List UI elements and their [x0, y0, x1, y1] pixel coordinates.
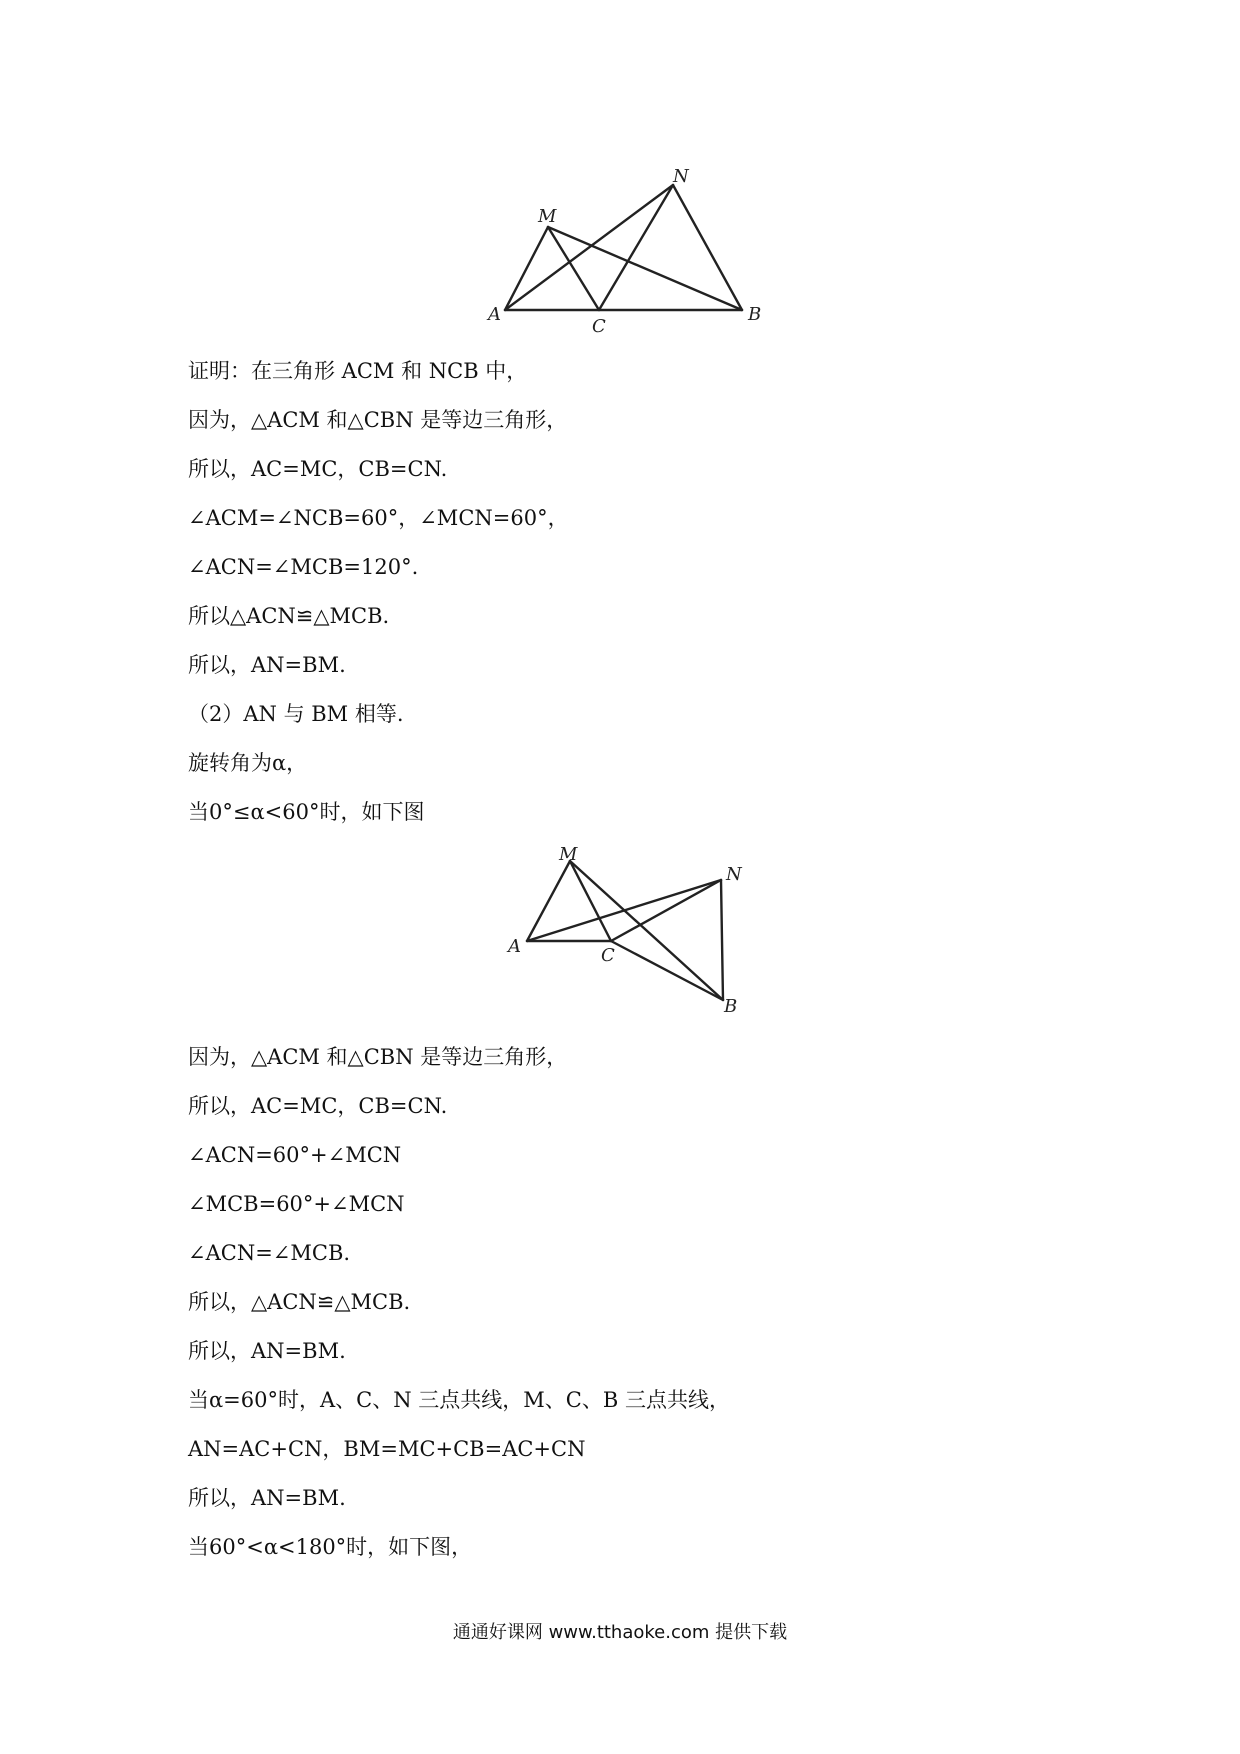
text-line: 因为，△ACM 和△CBN 是等边三角形， [188, 408, 568, 432]
text-line: ∠ACN=∠MCB=120°. [188, 555, 419, 579]
point-label-B: B [724, 996, 738, 1015]
text-line: 所以，△ACN≌△MCB. [188, 1290, 411, 1314]
point-label-N: N [726, 864, 742, 885]
text-line: 因为，△ACM 和△CBN 是等边三角形， [188, 1045, 568, 1069]
text-line: 当α=60°时，A、C、N 三点共线，M、C、B 三点共线， [188, 1388, 730, 1412]
segment-AM [505, 227, 548, 310]
text-line: 所以，AN=BM. [188, 1486, 346, 1510]
text-line: 所以，AC=MC，CB=CN. [188, 1094, 448, 1118]
point-label-B: B [748, 304, 762, 325]
segment-MC [548, 227, 599, 310]
segment-AN [505, 185, 673, 310]
text-line: 所以，AN=BM. [188, 653, 346, 677]
text-line: 当0°≤α<60°时，如下图 [188, 800, 425, 824]
text-line: 当60°<α<180°时，如下图， [188, 1535, 473, 1559]
text-line: ∠ACN=∠MCB. [188, 1241, 351, 1265]
text-line: （2）AN 与 BM 相等. [188, 702, 404, 726]
text-line: AN=AC+CN，BM=MC+CB=AC+CN [188, 1437, 586, 1461]
text-line: ∠MCB=60°+∠MCN [188, 1192, 405, 1216]
text-line: 所以△ACN≌△MCB. [188, 604, 390, 628]
text-line: 旋转角为α， [188, 751, 308, 775]
point-label-A: A [488, 304, 501, 325]
point-label-M: M [538, 206, 557, 227]
point-label-C: C [601, 945, 615, 966]
text-line: 证明：在三角形 ACM 和 NCB 中， [188, 359, 528, 383]
text-line: ∠ACN=60°+∠MCN [188, 1143, 402, 1167]
segment-NB [673, 185, 742, 310]
text-line: 所以，AC=MC，CB=CN. [188, 457, 448, 481]
figure-triangles-2 [500, 840, 760, 1015]
segment-MB [548, 227, 742, 310]
text-line: 所以，AN=BM. [188, 1339, 346, 1363]
text-line: ∠ACM=∠NCB=60°，∠MCN=60°， [188, 506, 569, 530]
segment-NB [721, 880, 723, 1000]
point-label-C: C [592, 316, 606, 335]
point-label-N: N [673, 166, 689, 187]
page-footer: 通通好课网 www.tthaoke.com 提供下载 [452, 1622, 788, 1643]
segment-MC [570, 861, 611, 941]
segment-MB [570, 861, 723, 1000]
figure-triangles-1 [480, 160, 780, 335]
point-label-A: A [508, 936, 521, 957]
segment-CN [599, 185, 673, 310]
point-label-M: M [559, 844, 578, 865]
